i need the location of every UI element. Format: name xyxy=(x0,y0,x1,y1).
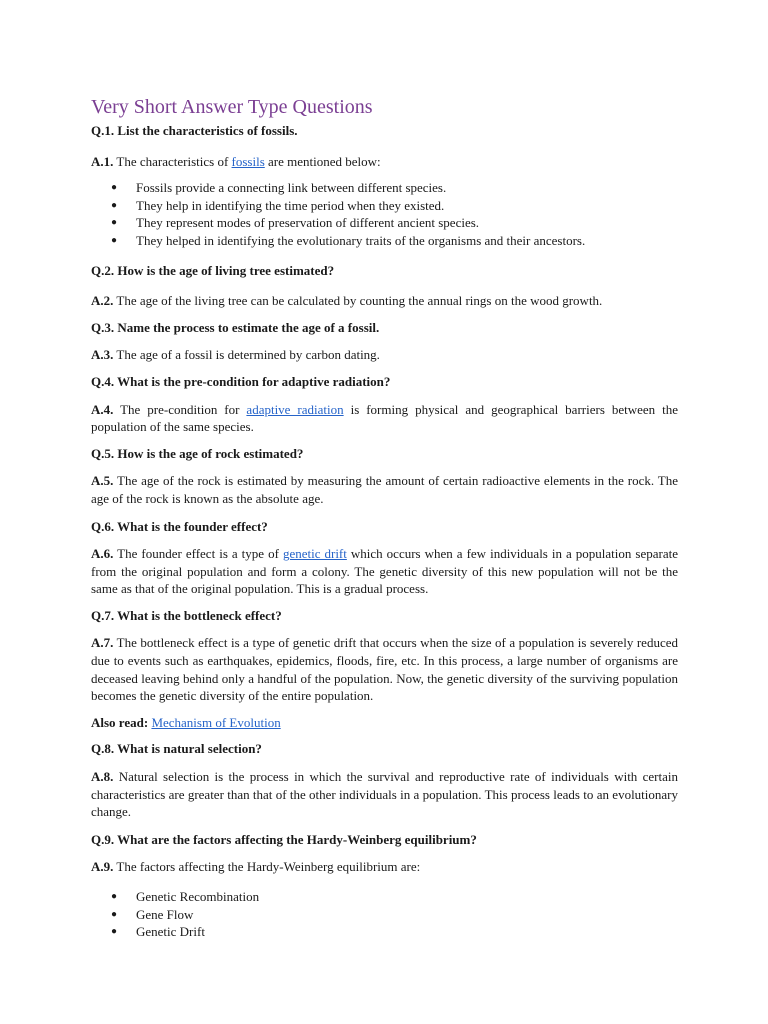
question-5: Q.5. How is the age of rock estimated? xyxy=(91,445,304,461)
genetic-drift-link[interactable]: genetic drift xyxy=(282,546,347,562)
answer-9 xyxy=(91,858,678,876)
question-4: Q.4. What is the pre-condition for adaptive radiation? xyxy=(91,373,391,389)
answer-6 xyxy=(91,545,678,598)
also-read xyxy=(91,714,678,732)
list-item xyxy=(91,906,678,924)
question-9: Q.9. What are the factors affecting the Hardy-Weinberg equilibrium? xyxy=(91,831,477,847)
bullet-icon: ● xyxy=(111,199,118,211)
answer-label: A.2. xyxy=(91,293,114,309)
answer-1 xyxy=(91,153,678,171)
bullet-icon: ● xyxy=(111,234,118,246)
answer-label: A.5. xyxy=(91,473,114,489)
answer-text: The pre-condition for xyxy=(113,401,247,417)
answer-label: A.3. xyxy=(91,347,114,363)
answer-4 xyxy=(91,401,678,436)
also-read-label: Also read: xyxy=(91,714,149,730)
answer-text: The characteristics of xyxy=(113,153,232,169)
list-item xyxy=(91,232,678,250)
answer-label: A.8. xyxy=(91,769,114,785)
answer-label: A.1. xyxy=(91,153,114,169)
answer-label: A.7. xyxy=(91,635,114,651)
question-6: Q.6. What is the founder effect? xyxy=(91,518,268,534)
answer-3 xyxy=(91,346,678,364)
answer-text: which occurs when a few individuals in a population separate from the original population and form a colony. The genetic diversity of this new population will not be the same as that of the original population. This is a gradual process. xyxy=(91,546,678,597)
list-item-text: Genetic Drift xyxy=(136,924,205,940)
question-8: Q.8. What is natural selection? xyxy=(91,741,262,757)
bullet-icon: ● xyxy=(111,891,118,902)
list-item xyxy=(91,197,678,215)
list-item-text: They help in identifying the time period when they existed. xyxy=(136,197,445,213)
bullet-icon: ● xyxy=(111,217,118,229)
answer-text: The age of the living tree can be calculated by counting the annual rings on the wood growth. xyxy=(113,293,603,309)
adaptive-radiation-link[interactable]: adaptive radiation xyxy=(246,401,344,417)
answer-text: The factors affecting the Hardy-Weinberg equilibrium are: xyxy=(113,859,421,875)
bullet-icon: ● xyxy=(111,908,118,920)
answer-text: The bottleneck effect is a type of genetic drift that occurs when the size of a population is severely reduced due to events such as earthquakes, epidemics, floods, fire, etc. In this process, a large number of organisms are deceased leaving behind only a handful of the population. Now, the genetic diversity of the surviving population becomes the genetic diversity of the entire population. xyxy=(91,635,678,704)
answer-8 xyxy=(91,768,678,821)
list-item-text: Genetic Recombination xyxy=(136,889,260,904)
answer-text: are mentioned below: xyxy=(264,153,381,169)
answer-5 xyxy=(91,472,678,507)
document-page xyxy=(91,95,678,941)
bullet-icon: ● xyxy=(111,926,118,938)
answer-text: The age of the rock is estimated by measuring the amount of certain radioactive elements in the rock. The age of the rock is known as the absolute age. xyxy=(91,473,678,506)
question-7: Q.7. What is the bottleneck effect? xyxy=(91,607,282,623)
question-1: Q.1. List the characteristics of fossils. xyxy=(91,123,298,138)
answer-text: Natural selection is the process in which the survival and reproductive rate of individuals with certain characteristics are greater than that of the other individuals in a population. This process leads to an evolutionary change. xyxy=(91,769,678,820)
list-item-text: Fossils provide a connecting link between different species. xyxy=(136,180,447,196)
answer-text: The age of a fossil is determined by carbon dating. xyxy=(113,347,380,363)
answer-7 xyxy=(91,634,678,704)
list-item-text: Gene Flow xyxy=(136,906,194,922)
mechanism-of-evolution-link[interactable]: Mechanism of Evolution xyxy=(151,714,281,730)
list-item xyxy=(91,179,678,197)
hardy-weinberg-factors-list xyxy=(91,888,678,941)
list-item xyxy=(91,214,678,232)
answer-label: A.4. xyxy=(91,401,114,417)
answer-label: A.9. xyxy=(91,859,114,875)
answer-label: A.6. xyxy=(91,546,114,562)
list-item xyxy=(91,888,678,906)
answer-text: The founder effect is a type of xyxy=(113,546,283,562)
answer-2 xyxy=(91,292,678,310)
page-title: Very Short Answer Type Questions xyxy=(91,96,373,118)
list-item-text: They helped in identifying the evolutionary traits of the organisms and their ancestors. xyxy=(136,232,586,248)
answer-text: is forming physical and geographical barriers between the population of the same species. xyxy=(91,401,678,435)
list-item-text: They represent modes of preservation of different ancient species. xyxy=(136,215,480,231)
question-2: Q.2. How is the age of living tree estimated? xyxy=(91,262,335,278)
question-3: Q.3. Name the process to estimate the age of a fossil. xyxy=(91,319,380,335)
fossils-link[interactable]: fossils xyxy=(231,153,265,169)
bullet-icon: ● xyxy=(111,182,118,194)
fossil-characteristics-list xyxy=(91,179,678,249)
list-item xyxy=(91,923,678,941)
